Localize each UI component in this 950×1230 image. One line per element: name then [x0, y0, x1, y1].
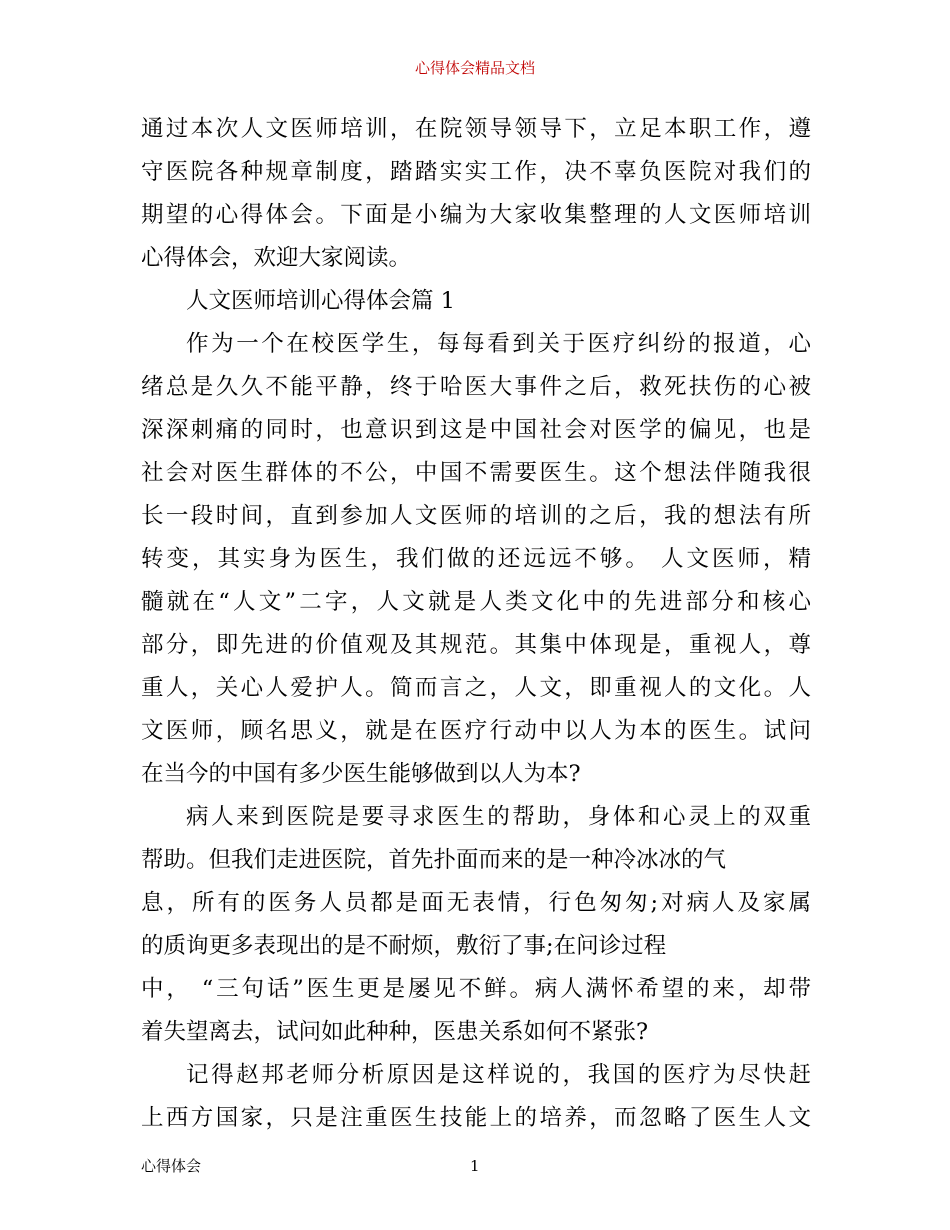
text-line: 帮助。但我们走进医院，首先扑面而来的是一种冷冰冰的气 — [141, 847, 727, 873]
document-body — [141, 108, 811, 1140]
text-line: 在当今的中国有多少医生能够做到以人为本? — [141, 761, 581, 787]
text-line: 髓就在“人文”二字，人文就是人类文化中的先进部分和核心 — [141, 589, 811, 615]
text-line: 病人来到医院是要寻求医生的帮助，身体和心灵上的双重 — [186, 804, 811, 830]
text-line: 守医院各种规章制度，踏踏实实工作，决不辜负医院对我们的 — [141, 159, 811, 185]
text-line: 绪总是久久不能平静，终于哈医大事件之后，救死扶伤的心被 — [141, 374, 811, 400]
section-heading: 人文医师培训心得体会篇 1 — [186, 288, 455, 314]
text-line: 的质询更多表现出的是不耐烦，敷衍了事;在问诊过程 — [141, 933, 667, 959]
text-line: 长一段时间，直到参加人文医师的培训的之后，我的想法有所 — [141, 503, 811, 529]
text-line: 心得体会，欢迎大家阅读。 — [141, 245, 412, 271]
text-line: 上西方国家，只是注重医生技能上的培养，而忽略了医生人文 — [141, 1105, 811, 1131]
text-line: 文医师，顾名思义，就是在医疗行动中以人为本的医生。试问 — [141, 718, 811, 744]
text-line: 转变，其实身为医生，我们做的还远远不够。 人文医师，精 — [141, 546, 811, 572]
text-line: 深深刺痛的同时，也意识到这是中国社会对医学的偏见，也是 — [141, 417, 811, 443]
text-line: 期望的心得体会。下面是小编为大家收集整理的人文医师培训 — [141, 202, 811, 228]
text-line: 中， “三句话”医生更是屡见不鲜。病人满怀希望的来，却带 — [141, 976, 811, 1002]
text-line: 通过本次人文医师培训，在院领导领导下，立足本职工作，遵 — [141, 116, 811, 142]
page-number: 1 — [470, 1157, 480, 1175]
text-line: 作为一个在校医学生，每每看到关于医疗纠纷的报道，心 — [186, 331, 811, 357]
text-line: 着失望离去，试问如此种种，医患关系如何不紧张? — [141, 1019, 649, 1045]
footer-label: 心得体会 — [141, 1157, 202, 1175]
text-line: 重人，关心人爱护人。简而言之，人文，即重视人的文化。人 — [141, 675, 811, 701]
text-line: 部分，即先进的价值观及其规范。其集中体现是，重视人，尊 — [141, 632, 811, 658]
text-line: 社会对医生群体的不公，中国不需要医生。这个想法伴随我很 — [141, 460, 811, 486]
text-line: 记得赵邦老师分析原因是这样说的，我国的医疗为尽快赶 — [186, 1062, 811, 1088]
page-header: 心得体会精品文档 — [414, 59, 535, 77]
text-line: 息，所有的医务人员都是面无表情，行色匆匆;对病人及家属 — [141, 890, 811, 916]
